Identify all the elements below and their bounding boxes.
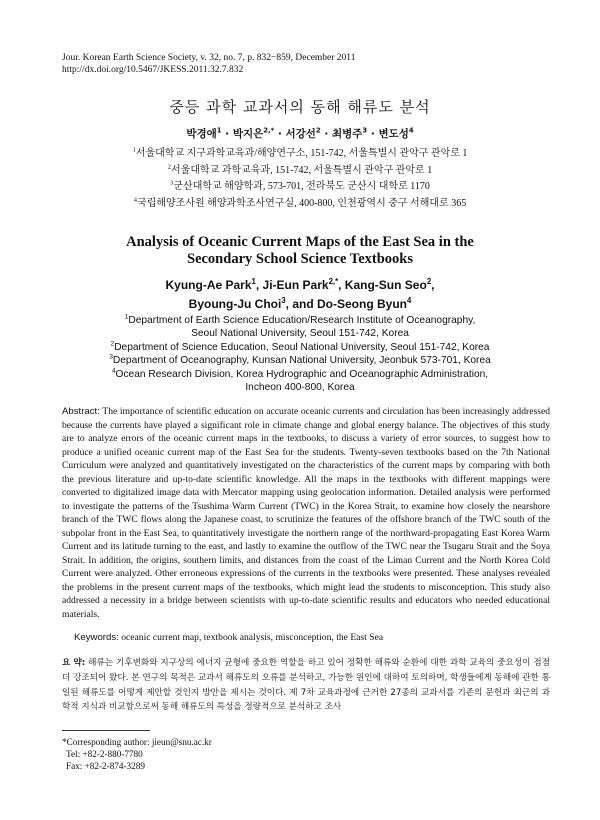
footnote — [62, 736, 212, 773]
english-affiliations — [0, 314, 600, 394]
author-affil-mark: 2,* — [263, 126, 275, 135]
korean-title: 중등 과학 교과서의 동해 해류도 분석 — [169, 98, 431, 116]
english-authors-line: Kyung-Ae Park$^1$, Ji-Eun Park$^{2,*}$, Kang-Sun Seo$^2$, — [165, 277, 435, 292]
footnote-divider — [62, 730, 150, 731]
journal-citation: Jour. Korean Earth Science Society, v. 32, no. 7, p. 832−859, December 2011 — [62, 53, 356, 63]
abstract-text: The importance of scientific education on accurate oceanic currents and circulation has been increasingly addressed because the currents have played a significant role in climate change and global energy balance. The objectives of this study are to analyze errors of the oceanic current maps in the textbooks, to discuss a variety of error sources, to suggest how to produce a unified oceanic current map of the East Sea for the students. Twenty-seven textbooks based on the 7th National Curriculum were analyzed and quantitatively investigated on the characteristics of the current maps by comparing with both the previous literature and up-to-date scientific knowledge. All the maps in the textbooks with different mappings were converted to digitalized image data with Mercator mapping using geolocation information. Detailed analysis were performed to investigate the patterns of the Tsushima Warm Current (TWC) in the Korea Strait, to examine how closely the nearshore branch of the TWC flows along the Japanese coast, to scrutinize the features of the offshore branch of the TWC south of the subpolar front in the East Sea, to quantitatively investigate the northern range of the northward-propagating East Korea Warm Current and its latitude turning to the east, and lastly to examine the outflow of the TWC near the Tsugaru Strait and the Soya Strait. In addition, the origins, southern limits, and distances from the coast of the Liman Current and the North Korea Cold Current were analyzed. Other erroneous expressions of the currents in the textbooks were presented. These analyses revealed the problems in the present current maps of the textbooks, which might lead the students to misconception. This study also addressed a necessity in a bridge between scientists with up-to-date scientific results and educators who needed educational materials. — [62, 406, 550, 620]
keywords — [74, 632, 383, 643]
korean-abstract-label: 요 약: — [62, 658, 86, 668]
english-affiliation: Incheon 400-800, Korea — [245, 382, 355, 394]
english-affiliation: $^2$Department of Science Education, Seoul National University, Seoul 151-742, Korea — [110, 340, 490, 353]
english-affiliation: Seoul National University, Seoul 151-742, Korea — [191, 328, 409, 340]
korean-author: 박지은 — [232, 128, 264, 140]
journal-header — [62, 52, 355, 76]
korean-affiliation: $^3$군산대학교 해양학과, 573-701, 전라북도 군산시 대학로 1170 — [170, 179, 430, 192]
english-affiliation: $^1$Department of Earth Science Education/Research Institute of Oceanography, — [124, 313, 476, 326]
korean-author: 변도성 — [378, 128, 409, 140]
english-affiliation: $^3$Department of Oceanography, Kunsan National University, Jeonbuk 573-701, Korea — [109, 353, 491, 367]
keywords-label: Keywords: — [74, 632, 119, 643]
korean-affiliation: $^4$국립해양조사원 해양과학조사연구실, 400-800, 인천광역시 중구 서해대로 365 — [133, 196, 467, 209]
author-affil-mark: 4 — [408, 126, 414, 135]
korean-affiliation: $^1$서울대학교 지구과학교육과/해양연구소, 151-742, 서울특별시 관악구 관악로 1 — [132, 146, 468, 159]
author-affil-mark: 1 — [216, 126, 222, 135]
author-affil-mark: 3 — [362, 126, 368, 135]
english-title: Analysis of Oceanic Current Maps of the East Sea in the Secondary School Science Textbooks — [126, 234, 474, 267]
korean-authors — [0, 126, 600, 141]
korean-affiliations — [0, 146, 600, 212]
corresponding-author: *Corresponding author: jieun@snu.ac.kr — [62, 737, 212, 747]
korean-affiliation: $^2$서울대학교 과학교육과, 151-742, 서울특별시 관악구 관악로 1 — [167, 163, 433, 176]
korean-author: 박경애 — [186, 128, 217, 140]
abstract — [62, 405, 550, 621]
keywords-text: oceanic current map, textbook analysis, misconception, the East Sea — [121, 632, 384, 643]
footnote-tel: Tel: +82-2-880-7780 — [66, 749, 143, 760]
abstract-label: Abstract: — [62, 406, 100, 417]
journal-doi: http://dx.doi.org/10.5467/JKESS.2011.32.7.832 — [62, 65, 244, 75]
author-separator: · — [367, 128, 379, 140]
footnote-fax: Fax: +82-2-874-3289 — [66, 761, 145, 772]
author-separator: · — [221, 128, 233, 140]
korean-author: 최병주 — [331, 128, 363, 140]
english-affiliation: $^4$Ocean Research Division, Korea Hydrographic and Oceanographic Administration, — [111, 367, 489, 380]
author-affil-mark: 2 — [315, 126, 321, 135]
korean-abstract — [62, 656, 550, 715]
english-authors-line: Byoung-Ju Choi$^3$, and Do-Seong Byun$^4$ — [188, 296, 412, 311]
korean-author: 서강선 — [285, 128, 316, 140]
english-authors — [0, 276, 600, 314]
author-separator: · — [274, 128, 286, 140]
korean-abstract-text: 해류는 기후변화와 지구상의 에너지 균형에 중요한 역할을 하고 있어 정확한 해류와 순환에 대한 과학 교육의 중요성이 점점 더 강조되어 왔다. 본 연구의 목적은 교과서 해류도의 오류를 분석하고, 가능한 원인에 대하여 토의하며, 학생들에게 동해에 관한 통일된 해류도를 어떻게 제안할 것인지 방안을 제시는 것이다. 제 7차 교육과정에 근거한 27종의 교과서를 기존의 문헌과 최근의 과학적 지식과 비교함으로써 동해 해류도의 특성을 정량적으로 분석하고 조사 — [62, 658, 550, 713]
author-separator: · — [320, 128, 332, 140]
